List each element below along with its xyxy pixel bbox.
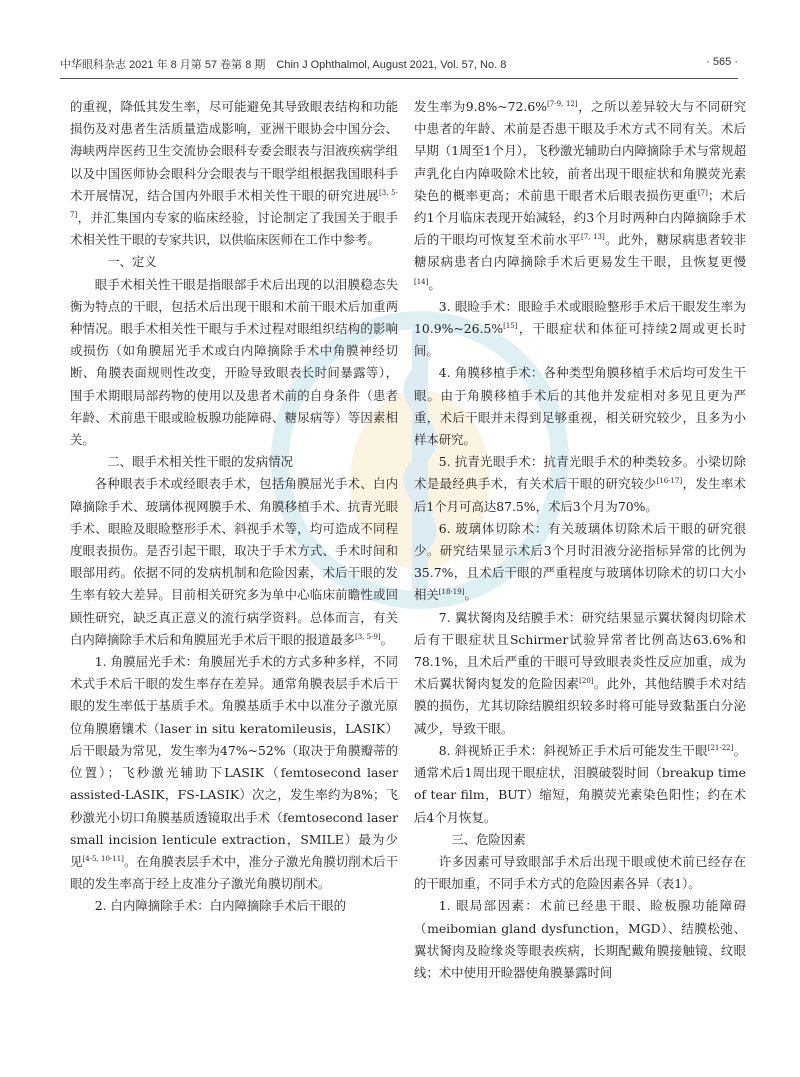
section-heading-incidence: 二、眼手术相关性干眼的发病情况 [107, 454, 294, 470]
paragraph: 的重视，降低其发生率，尽可能避免其导致眼表结构和功能损伤及对患者生活质量造成影响，亚洲干眼协会中国分会、海峡两岸医药卫生交流协会眼科专委会眼表与泪液疾病学组以及中国医师协会眼科分会眼表与干眼学组根据我国眼科手术开展情况，结合国内外眼手术相关性干眼的研究进展[3, 5-7]，并汇集国内专家的临床经验，讨论制定了我国关于眼手术相关性干眼的专家共识，以供临床医师在工作中参考。 [70, 99, 398, 248]
paragraph: 3. 眼睑手术：眼睑手术或眼睑整形手术后干眼发生率为10.9%~26.5%[15]，干眼症状和体征可持续2周或更长时间。 [414, 298, 746, 359]
paragraph: 5. 抗青光眼手术：抗青光眼手术的种类较多。小梁切除术是最经典手术，有关术后干眼的研究较少[16-17]，发生率术后1个月可高达87.5%，术后3个月为70%。 [414, 454, 747, 514]
paragraph: 7. 翼状胬肉及结膜手术：研究结果显示翼状胬肉切除术后有干眼症状且Schirmer试验异常者比例高达63.6%和78.1%，且术后严重的干眼可导致眼表炎性反应加重，成为术后翼状胬肉复发的危险因素[20]。此外，其他结膜手术对结膜的损伤，尤其切除结膜组织较多时将可能导致黏蛋白分泌减少，导致干眼。 [414, 609, 747, 736]
header-rule [60, 78, 738, 79]
paragraph: 2. 白内障摘除手术：白内障摘除手术后干眼的 [94, 898, 346, 914]
paragraph: 发生率为9.8%~72.6%[7-9, 12]，之所以差异较大与不同研究中患者的年龄、术前是否患干眼及手术方式不同有关。术后早期（1周至1个月），飞秒激光辅助白内障摘除手术与常规超声乳化白内障吸除术比较，前者出现干眼症状和角膜荧光素染色的概率更高；术前患干眼者术后眼表损伤更重[7]；术后约1个月临床表现开始减轻，约3个月时两种白内障摘除手术后的干眼均可恢复至术前水平[7, 13]。此外，糖尿病患者较非糖尿病患者白内障摘除手术后更易发生干眼，且恢复更慢[14]。 [414, 99, 747, 292]
paragraph: 6. 玻璃体切除术：有关玻璃体切除术后干眼的研究很少。研究结果显示术后3个月时泪液分泌指标异常的比例为35.7%，且术后干眼的严重程度与玻璃体切除术的切口大小相关[18-19]。 [414, 520, 746, 603]
journal-citation: 中华眼科杂志 2021 年 8 月第 57 卷第 8 期 Chin J Ophthalmol, August 2021, Vol. 57, No. 8 [60, 59, 507, 71]
paragraph: 1. 眼局部因素：术前已经患干眼、睑板腺功能障碍（meibomian gland dysfunction，MGD）、结膜松弛、翼状胬肉及睑缘炎等眼表疾病，长期配戴角膜接触镜、纹眼线；术中使用开睑器使角膜暴露时间 [414, 898, 746, 980]
paragraph: 8. 斜视矫正手术：斜视矫正手术后可能发生干眼[21-22]。通常术后1周出现干眼症状，泪膜破裂时间（breakup time of tear film，BUT）缩短，角膜荧光素染色阳性；约在术后4个月恢复。 [414, 742, 747, 825]
section-heading-risk-factors: 三、危险因素 [451, 831, 526, 847]
page-number: · 565 · [706, 56, 738, 68]
paragraph: 许多因素可导致眼部手术后出现干眼或使术前已经存在的干眼加重，不同手术方式的危险因素各异（表1）。 [414, 853, 746, 892]
running-header [60, 54, 738, 74]
section-heading-definition: 一、定义 [107, 254, 157, 270]
paragraph: 1. 角膜屈光手术：角膜屈光手术的方式多种多样，不同术式手术后干眼的发生率存在差异。通常角膜表层手术后干眼的发生率低于基质手术。角膜基质手术中以准分子激光原位角膜磨镶术（laser in situ keratomileusis，LASIK）后干眼最为常见，发生率为47%~52%（取决于角膜瓣蒂的位置）；飞秒激光辅助下LASIK（femtosecond laser assisted-LASIK，FS-LASIK）次之，发生率约为8%；飞秒激光小切口角膜基质透镜取出手术（femtosecond laser small incision lenticule extraction，SMILE）最为少见[4-5, 10-11]。在角膜表层手术中，准分子激光角膜切削术后干眼的发生率高于经上皮准分子激光角膜切削术。 [70, 654, 399, 892]
paragraph: 4. 角膜移植手术：各种类型角膜移植手术后均可发生干眼。由于角膜移植手术后的其他并发症相对多见且更为严重，术后干眼并未得到足够重视，相关研究较少，且多为小样本研究。 [414, 365, 746, 448]
left-column [70, 96, 398, 918]
right-column [414, 96, 746, 984]
paragraph: 各种眼表手术或经眼表手术，包括角膜屈光手术、白内障摘除手术、玻璃体视网膜手术、角膜移植手术、抗青光眼手术、眼睑及眼睑整形手术、斜视手术等，均可造成不同程度眼表损伤。是否引起干眼，取决于手术方式、手术时间和眼部用药。依据不同的发病机制和危险因素，术后干眼的发生率有较大差异。目前相关研究多为单中心临床前瞻性或回顾性研究，缺乏真正意义的流行病学资料。总体而言，有关白内障摘除手术后和角膜屈光手术后干眼的报道最多[3, 5-9]。 [70, 476, 398, 647]
paragraph: 眼手术相关性干眼是指眼部手术后出现的以泪膜稳态失衡为特点的干眼，包括术后出现干眼和术前干眼术后加重两种情况。眼手术相关性干眼与手术过程对眼组织结构的影响或损伤（如角膜屈光手术或白内障摘除手术中角膜神经切断、角膜表面规则性改变，开睑导致眼表长时间暴露等），围手术期眼局部药物的使用以及患者术前的自身条件（患者年龄、术前患干眼或睑板腺功能障碍、糖尿病等）等因素相关。 [70, 276, 398, 448]
